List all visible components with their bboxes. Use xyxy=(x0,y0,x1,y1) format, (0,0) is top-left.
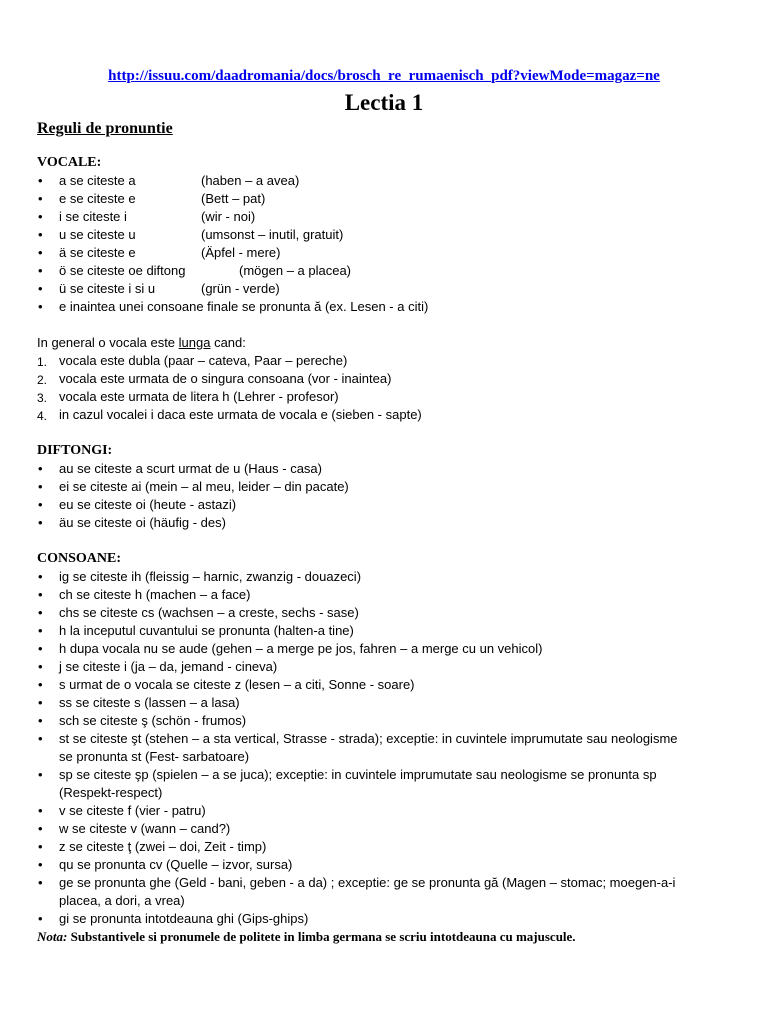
list-item: • h la inceputul cuvantului se pronunta (halten-a tine) xyxy=(37,622,761,640)
list-item: • j se citeste i (ja – da, jemand - cineva) xyxy=(37,658,761,676)
note-label: Nota: xyxy=(37,929,68,944)
section-subtitle: Reguli de pronuntie xyxy=(37,120,173,137)
list-item: 2. vocala este urmata de o singura consoana (vor - inaintea) xyxy=(37,371,392,387)
spacer xyxy=(37,532,761,550)
list-item: • e se citeste e (Bett – pat) xyxy=(37,190,761,208)
list-item: • gi se pronunta intotdeauna ghi (Gips-ghips) xyxy=(37,910,761,928)
list-item: • au se citeste a scurt urmat de u (Haus - casa) xyxy=(37,460,761,478)
vocale-heading: VOCALE: xyxy=(37,155,102,170)
list-item: • st se citeste şt (stehen – a sta vertical, Strasse - strada); exceptie: in cuvintele imprumutate sau neologisme se pronunta st (Fest- sarbatoare) xyxy=(37,730,761,766)
list-item: • u se citeste u (umsonst – inutil, gratuit) xyxy=(37,226,761,244)
list-item: • qu se pronunta cv (Quelle – izvor, sursa) xyxy=(37,856,761,874)
list-item: 3. vocala este urmata de litera h (Lehrer - profesor) xyxy=(37,389,339,405)
consoane-heading: CONSOANE: xyxy=(37,551,122,566)
list-item: • ä se citeste e (Äpfel - mere) xyxy=(37,244,761,262)
consoane-list xyxy=(37,568,761,928)
note-text: Substantivele si pronumele de politete in limba germana se scriu intotdeauna cu majuscule. xyxy=(67,929,576,944)
source-link[interactable]: http://issuu.com/daadromania/docs/brosch_re_rumaenisch_pdf?viewMode=magaz=ne xyxy=(108,68,660,84)
page-title: Lectia 1 xyxy=(344,90,424,115)
list-item: • ss se citeste s (lassen – a lasa) xyxy=(37,694,761,712)
document-body xyxy=(37,154,761,946)
note-paragraph xyxy=(37,928,761,946)
list-item: • v se citeste f (vier - patru) xyxy=(37,802,761,820)
list-item: 1. vocala este dubla (paar – cateva, Paar – pereche) xyxy=(37,353,348,369)
list-item: • eu se citeste oi (heute - astazi) xyxy=(37,496,761,514)
lunga-intro: In general o vocala este lunga cand: xyxy=(37,335,246,350)
list-item: • sp se citeste şp (spielen – a se juca); exceptie: in cuvintele imprumutate sau neologisme se pronunta sp (Respekt-respect) xyxy=(37,766,761,802)
list-item: • ig se citeste ih (fleissig – harnic, zwanzig - douazeci) xyxy=(37,568,761,586)
list-item: • h dupa vocala nu se aude (gehen – a merge pe jos, fahren – a merge cu un vehicol) xyxy=(37,640,761,658)
list-item: • ch se citeste h (machen – a face) xyxy=(37,586,761,604)
spacer xyxy=(37,316,761,334)
list-item: • i se citeste i (wir - noi) xyxy=(37,208,761,226)
list-item: • äu se citeste oi (häufig - des) xyxy=(37,514,761,532)
list-item: • e inaintea unei consoane finale se pronunta ă (ex. Lesen - a citi) xyxy=(37,298,761,316)
vocale-list xyxy=(37,172,761,316)
list-item: • ö se citeste oe diftong (mögen – a placea) xyxy=(37,262,761,280)
diftongi-heading: DIFTONGI: xyxy=(37,443,113,458)
lunga-list xyxy=(37,352,761,424)
list-item: • s urmat de o vocala se citeste z (lesen – a citi, Sonne - soare) xyxy=(37,676,761,694)
list-item: • sch se citeste ş (schön - frumos) xyxy=(37,712,761,730)
list-item: • z se citeste ţ (zwei – doi, Zeit - timp) xyxy=(37,838,761,856)
list-item: • w se citeste v (wann – cand?) xyxy=(37,820,761,838)
list-item: • a se citeste a (haben – a avea) xyxy=(37,172,761,190)
list-item: • ge se pronunta ghe (Geld - bani, geben - a da) ; exceptie: ge se pronunta gă (Magen – stomac; moegen-a-i placea, a dori, a vrea) xyxy=(37,874,761,910)
list-item: • chs se citeste cs (wachsen – a creste, sechs - sase) xyxy=(37,604,761,622)
diftongi-list xyxy=(37,460,761,532)
spacer xyxy=(37,424,761,442)
list-item: • ü se citeste i si u (grün - verde) xyxy=(37,280,761,298)
list-item: • ei se citeste ai (mein – al meu, leider – din pacate) xyxy=(37,478,761,496)
list-item: 4. in cazul vocalei i daca este urmata de vocala e (sieben - sapte) xyxy=(37,407,422,423)
